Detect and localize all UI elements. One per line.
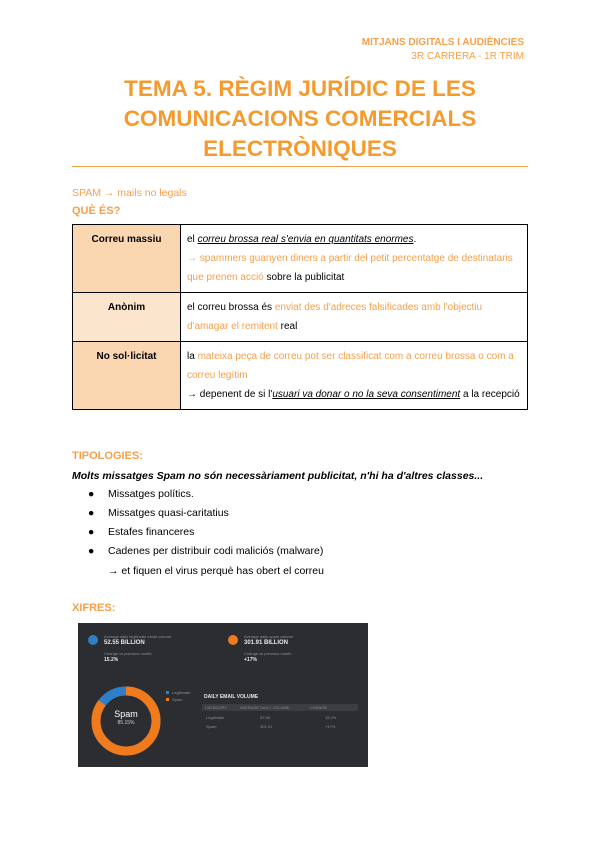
definition-cell (181, 342, 528, 410)
stat-change-label: Change vs previous month (104, 651, 152, 656)
spam-icon (228, 635, 238, 645)
list-item (88, 485, 323, 504)
list-item-text: Cadenes per distribuir codi maliciós (malware) (108, 545, 324, 557)
legend-swatch-legitimate (166, 691, 169, 694)
course-name: MITJANS DIGITALS I AUDIÈNCIES (361, 37, 524, 48)
table-cell: Spam (206, 724, 217, 729)
definition-text: real (277, 321, 298, 332)
table-header: CHANGE (310, 705, 328, 710)
table-cell: 301.91 (260, 724, 273, 729)
stat-change: 15.2% (104, 657, 119, 663)
title-divider (72, 166, 528, 167)
table-cell: Legitimate (206, 715, 225, 720)
definition-text: el correu brossa és (187, 302, 275, 313)
definition-text: a la recepció (460, 389, 520, 400)
table-cell: +17% (325, 724, 336, 729)
definition-emphasis: usuari va donar o no la seva consentiment (272, 389, 461, 400)
tipologies-note: → et fiquen el virus perquè has obert el correu (108, 565, 324, 577)
stat-value: 52.55 BILLION (104, 640, 145, 646)
course-term: 3R CARRERA - 1R TRIM (411, 51, 524, 62)
envelope-icon (88, 635, 98, 645)
definition-text: sobre la publicitat (263, 272, 345, 283)
title-line-1: TEMA 5. RÈGIM JURÍDIC DE LES (124, 76, 476, 101)
spam-definition-line: SPAM → mails no legals (72, 187, 187, 199)
table-header: CATEGORY (205, 705, 228, 710)
table-row (73, 293, 528, 342)
stat-change: +17% (244, 657, 257, 663)
tipologies-list (88, 485, 323, 561)
table-row (73, 342, 528, 410)
title-line-3: ELECTRÒNIQUES (203, 136, 397, 161)
table-header: AVERAGE DAILY VOLUME (240, 705, 290, 710)
list-item (88, 523, 323, 542)
que-es-heading: QUÈ ÉS? (72, 205, 121, 217)
legend-label: Spam (172, 697, 183, 702)
stat-value: 301.91 BILLION (244, 640, 289, 646)
legend-label: Legitimate (172, 690, 191, 695)
legend-swatch-spam (166, 698, 169, 701)
bullet-icon: ● (88, 545, 95, 557)
term-cell: No sol·licitat (73, 342, 181, 410)
bullet-icon: ● (88, 507, 95, 519)
definition-emphasis: correu brossa real s'envia en quantitats enormes (197, 234, 414, 245)
stat-label: Average daily legitimate email volume (104, 634, 172, 639)
daily-volume-title: DAILY EMAIL VOLUME (204, 694, 259, 700)
list-item-text: Estafes financeres (108, 526, 195, 538)
xifres-heading: XIFRES: (72, 602, 116, 614)
bullet-icon: ● (88, 488, 95, 500)
stat-change-label: Change vs previous month (244, 651, 292, 656)
list-item-text: Missatges quasi-caritatius (108, 507, 229, 519)
definition-highlight: → spammers guanyen diners a partir del petit percentatge de destinataris que prenen acció (187, 253, 513, 283)
definition-cell (181, 225, 528, 293)
tipologies-subtitle: Molts missatges Spam no són necessàriament publicitat, n'hi ha d'altres classes... (72, 470, 484, 482)
table-cell: 15.2% (325, 715, 337, 720)
table-row (73, 225, 528, 293)
definition-text: → depenent de si l' (187, 389, 273, 400)
definitions-table (72, 224, 528, 410)
definition-text: el (187, 234, 198, 245)
donut-label: Spam (114, 709, 138, 719)
list-item (88, 504, 323, 523)
list-item (88, 542, 323, 561)
spam-stats-screenshot (78, 623, 368, 767)
definition-highlight: enviat des d'adreces falsificades amb l'objectiu d'amagar el remitent (187, 302, 483, 332)
page-title (72, 74, 528, 164)
list-item-text: Missatges polítics. (108, 488, 194, 500)
definition-cell (181, 293, 528, 342)
donut-percent: 85.15% (117, 720, 135, 726)
definition-highlight: mateixa peça de correu pot ser classificat com a correu brossa o com a correu legítim (187, 351, 514, 381)
stat-label: Average daily spam volume (244, 634, 294, 639)
bullet-icon: ● (88, 526, 95, 538)
term-cell: Anònim (73, 293, 181, 342)
definition-text: . (413, 234, 417, 245)
definition-text: la (187, 351, 198, 362)
title-line-2: COMUNICACIONS COMERCIALS (123, 106, 477, 131)
table-cell: 52.55 (260, 715, 271, 720)
term-cell: Correu massiu (73, 225, 181, 293)
tipologies-heading: TIPOLOGIES: (72, 450, 143, 462)
